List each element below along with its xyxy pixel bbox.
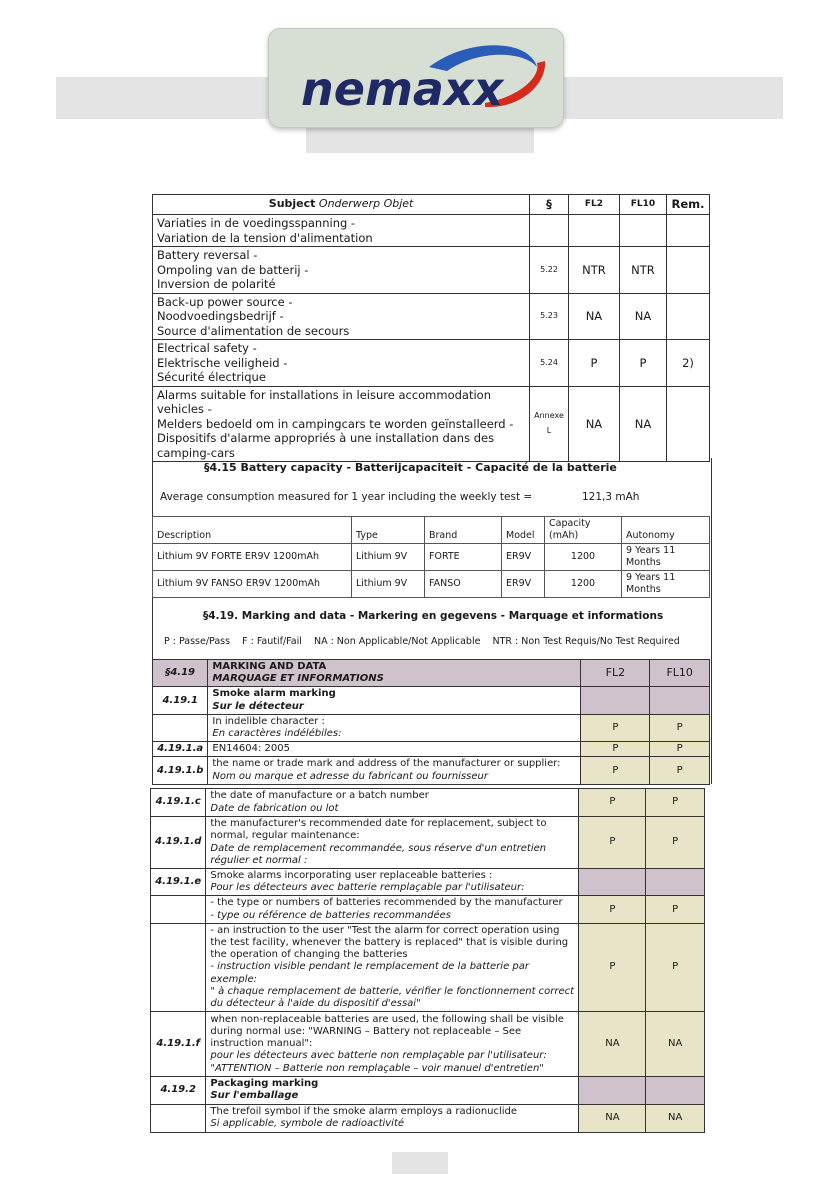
- row-subject: Back-up power source - Noodvoedingsbedrijf - Source d'alimentation de secours: [153, 293, 530, 340]
- marking-title: §4.19. Marking and data - Markering en gegevens - Marquage et informations: [203, 610, 664, 622]
- rem-header: Rem.: [666, 195, 709, 215]
- top-table: [152, 194, 710, 462]
- marking-header-row: §4.19 MARKING AND DATA MARQUAGE ET INFORMATIONS FL2 FL10: [153, 660, 710, 687]
- table-row: - an instruction to the user "Test the alarm for correct operation using the test facility, whenever the battery is replaced" that is visible during the operation of changing the batteries - instruction visible pendant le remplacement de la batterie par exemple: " à chaque remplacement de batterie, vérifier le fonctionnement correct du détecteur à l'aide du dispositif d'essai" P P: [151, 923, 705, 1011]
- table-row: Alarms suitable for installations in leisure accommodation vehicles - Melders bedoeld om in campingcars te worden geïnstalleerd - Dispositifs d'alarme appropriés à une installation dans des camping-cars Annexe L NA NA: [153, 386, 710, 462]
- table-row: 4.19.2 Packaging marking Sur l'emballage: [151, 1077, 705, 1104]
- table-row: Electrical safety - Elektrische veiligheid - Sécurité électrique 5.24 P P 2): [153, 340, 710, 387]
- legend: P : Passe/Pass F : Fautif/Fail NA : Non Applicable/Not Applicable NTR : Non Test Requis/No Test Required: [164, 636, 680, 647]
- row-subject: Battery reversal - Ompoling van de batterij - Inversion de polarité: [153, 247, 530, 294]
- page-number-box: [392, 1152, 448, 1174]
- row-subject: Variaties in de voedingsspanning - Variation de la tension d'alimentation: [153, 215, 530, 247]
- table-row: Lithium 9V FANSO ER9V 1200mAh Lithium 9V FANSO ER9V 1200 9 Years 11 Months: [153, 571, 710, 598]
- fl2-header: FL2: [568, 195, 619, 215]
- table-row: 4.19.1.d the manufacturer's recommended date for replacement, subject to normal, regular maintenance: Date de remplacement recommandée, sous réserve d'un entretien régulier et normal : P P: [151, 817, 705, 869]
- table-row: Battery reversal - Ompoling van de batterij - Inversion de polarité 5.22 NTR NTR: [153, 247, 710, 294]
- table-row: 4.19.1.e Smoke alarms incorporating user replaceable batteries : Pour les détecteurs avec batterie remplaçable par l'utilisateur:: [151, 869, 705, 896]
- table-row: In indelible character : En caractères indélébiles: P P: [153, 714, 710, 741]
- subject-header: Subject Onderwerp Objet: [153, 195, 530, 215]
- avg-consumption-label: Average consumption measured for 1 year including the weekly test =: [160, 491, 533, 503]
- table-row: 4.19.1.c the date of manufacture or a batch number Date de fabrication ou lot P P: [151, 789, 705, 817]
- table-row: 4.19.1.a EN14604: 2005 P P: [153, 742, 710, 757]
- avg-consumption-value: 121,3 mAh: [582, 491, 640, 503]
- marking-table-2: [150, 788, 705, 1133]
- marking-table: [152, 659, 710, 785]
- top-table-header: [153, 195, 710, 215]
- table-row: Back-up power source - Noodvoedingsbedrijf - Source d'alimentation de secours 5.23 NA NA: [153, 293, 710, 340]
- table-row: 4.19.1.b the name or trade mark and address of the manufacturer or supplier: Nom ou marque et adresse du fabricant ou fournisseur P P: [153, 757, 710, 784]
- table-row: The trefoil symbol if the smoke alarm employs a radionuclide Si applicable, symbole de radioactivité NA NA: [151, 1104, 705, 1132]
- battery-table: [152, 516, 710, 598]
- row-subject: Alarms suitable for installations in leisure accommodation vehicles - Melders bedoeld om in campingcars te worden geïnstalleerd - Dispositifs d'alarme appropriés à une installation dans des camping-cars: [153, 386, 530, 462]
- table-row: 4.19.1 Smoke alarm marking Sur le détecteur: [153, 687, 710, 714]
- table-row: - the type or numbers of batteries recommended by the manufacturer - type ou référence de batteries recommandées P P: [151, 896, 705, 923]
- battery-header-row: Description Type Brand Model Capacity (mAh) Autonomy: [153, 517, 710, 544]
- table-row: Lithium 9V FORTE ER9V 1200mAh Lithium 9V FORTE ER9V 1200 9 Years 11 Months: [153, 544, 710, 571]
- marking-table-section: [152, 659, 710, 785]
- logo: [268, 28, 564, 128]
- battery-title: §4.15 Battery capacity - Batterijcapaciteit - Capacité de la batterie: [204, 461, 617, 474]
- fl10-header: FL10: [619, 195, 666, 215]
- marking-table-2-section: [150, 788, 705, 1133]
- table-row: 4.19.1.f when non-replaceable batteries are used, the following shall be visible during normal use: "WARNING – Battery not replaceable – See instruction manual": pour les détecteurs avec batterie non remplaçable par l'utilisateur: "ATTENTION – Batterie non remplaçable – voir manuel d'entretien" NA NA: [151, 1012, 705, 1077]
- nemaxx-logo-mark: [279, 37, 553, 119]
- table-row: [153, 215, 710, 247]
- paragraph-header: §: [530, 195, 569, 215]
- top-table-section: [152, 194, 710, 462]
- row-subject: Electrical safety - Elektrische veiligheid - Sécurité électrique: [153, 340, 530, 387]
- battery-table-section: [152, 516, 710, 598]
- logo-text: nemaxx: [301, 62, 504, 116]
